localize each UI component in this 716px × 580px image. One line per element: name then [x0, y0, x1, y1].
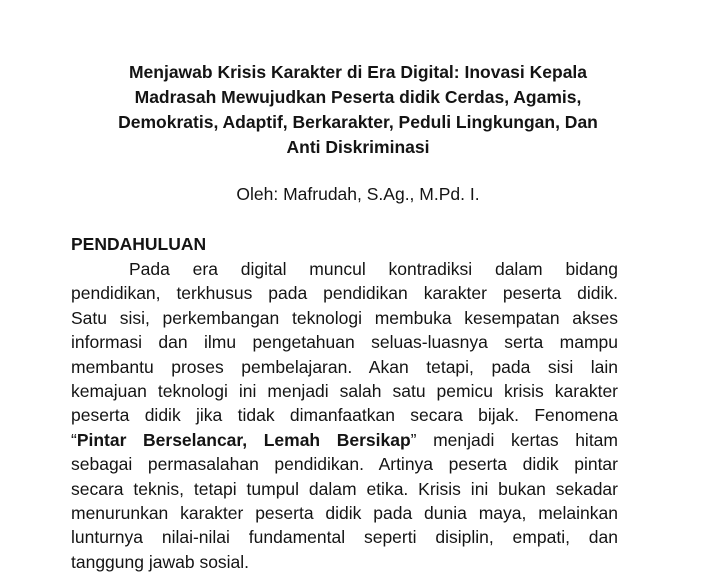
paragraph-line: membantu proses pembelajaran. Akan tetapi, pada sisi lain [71, 356, 618, 377]
paragraph [71, 257, 618, 574]
quote-close-text: ” menjadi kertas hitam [410, 429, 618, 450]
paragraph-line: secara teknis, tetapi tumpul dalam etika. Krisis ini bukan sekadar [71, 478, 618, 499]
paragraph-line [71, 428, 618, 452]
author-byline: Oleh: Mafrudah, S.Ag., M.Pd. I. [236, 184, 480, 204]
title-line: Demokratis, Adaptif, Berkarakter, Peduli Lingkungan, Dan [118, 112, 598, 132]
quote-open: “ [71, 429, 77, 450]
section-heading: PENDAHULUAN [71, 234, 207, 254]
paragraph-line: kemajuan teknologi ini menjadi salah satu pemicu krisis karakter [71, 380, 618, 401]
paragraph-line: pendidikan, terkhusus pada pendidikan karakter peserta didik. [71, 283, 618, 304]
paragraph-line: sebagai permasalahan pendidikan. Artinya peserta didik pintar [71, 454, 618, 475]
title-line: Menjawab Krisis Karakter di Era Digital: Inovasi Kepala [128, 62, 588, 82]
paragraph-line: Pada era digital muncul kontradiksi dalam bidang [129, 259, 618, 279]
document-title [70, 60, 646, 160]
paragraph-line: Satu sisi, perkembangan teknologi membuka kesempatan akses [71, 307, 618, 328]
paragraph-line: lunturnya nilai-nilai fundamental seperti disiplin, empati, dan [71, 527, 618, 548]
title-line: Anti Diskriminasi [286, 137, 430, 157]
paragraph-line: informasi dan ilmu pengetahuan seluas-luasnya serta mampu [71, 332, 618, 353]
paragraph-line: peserta didik jika tidak dimanfaatkan secara bijak. Fenomena [71, 405, 618, 426]
title-line: Madrasah Mewujudkan Peserta didik Cerdas, Agamis, [134, 87, 582, 107]
paragraph-line: menurunkan karakter peserta didik pada dunia maya, melainkan [71, 502, 618, 523]
paragraph-line: tanggung jawab sosial. [71, 551, 250, 572]
emphasized-phrase: Pintar Berselancar, Lemah Bersikap [76, 429, 411, 450]
